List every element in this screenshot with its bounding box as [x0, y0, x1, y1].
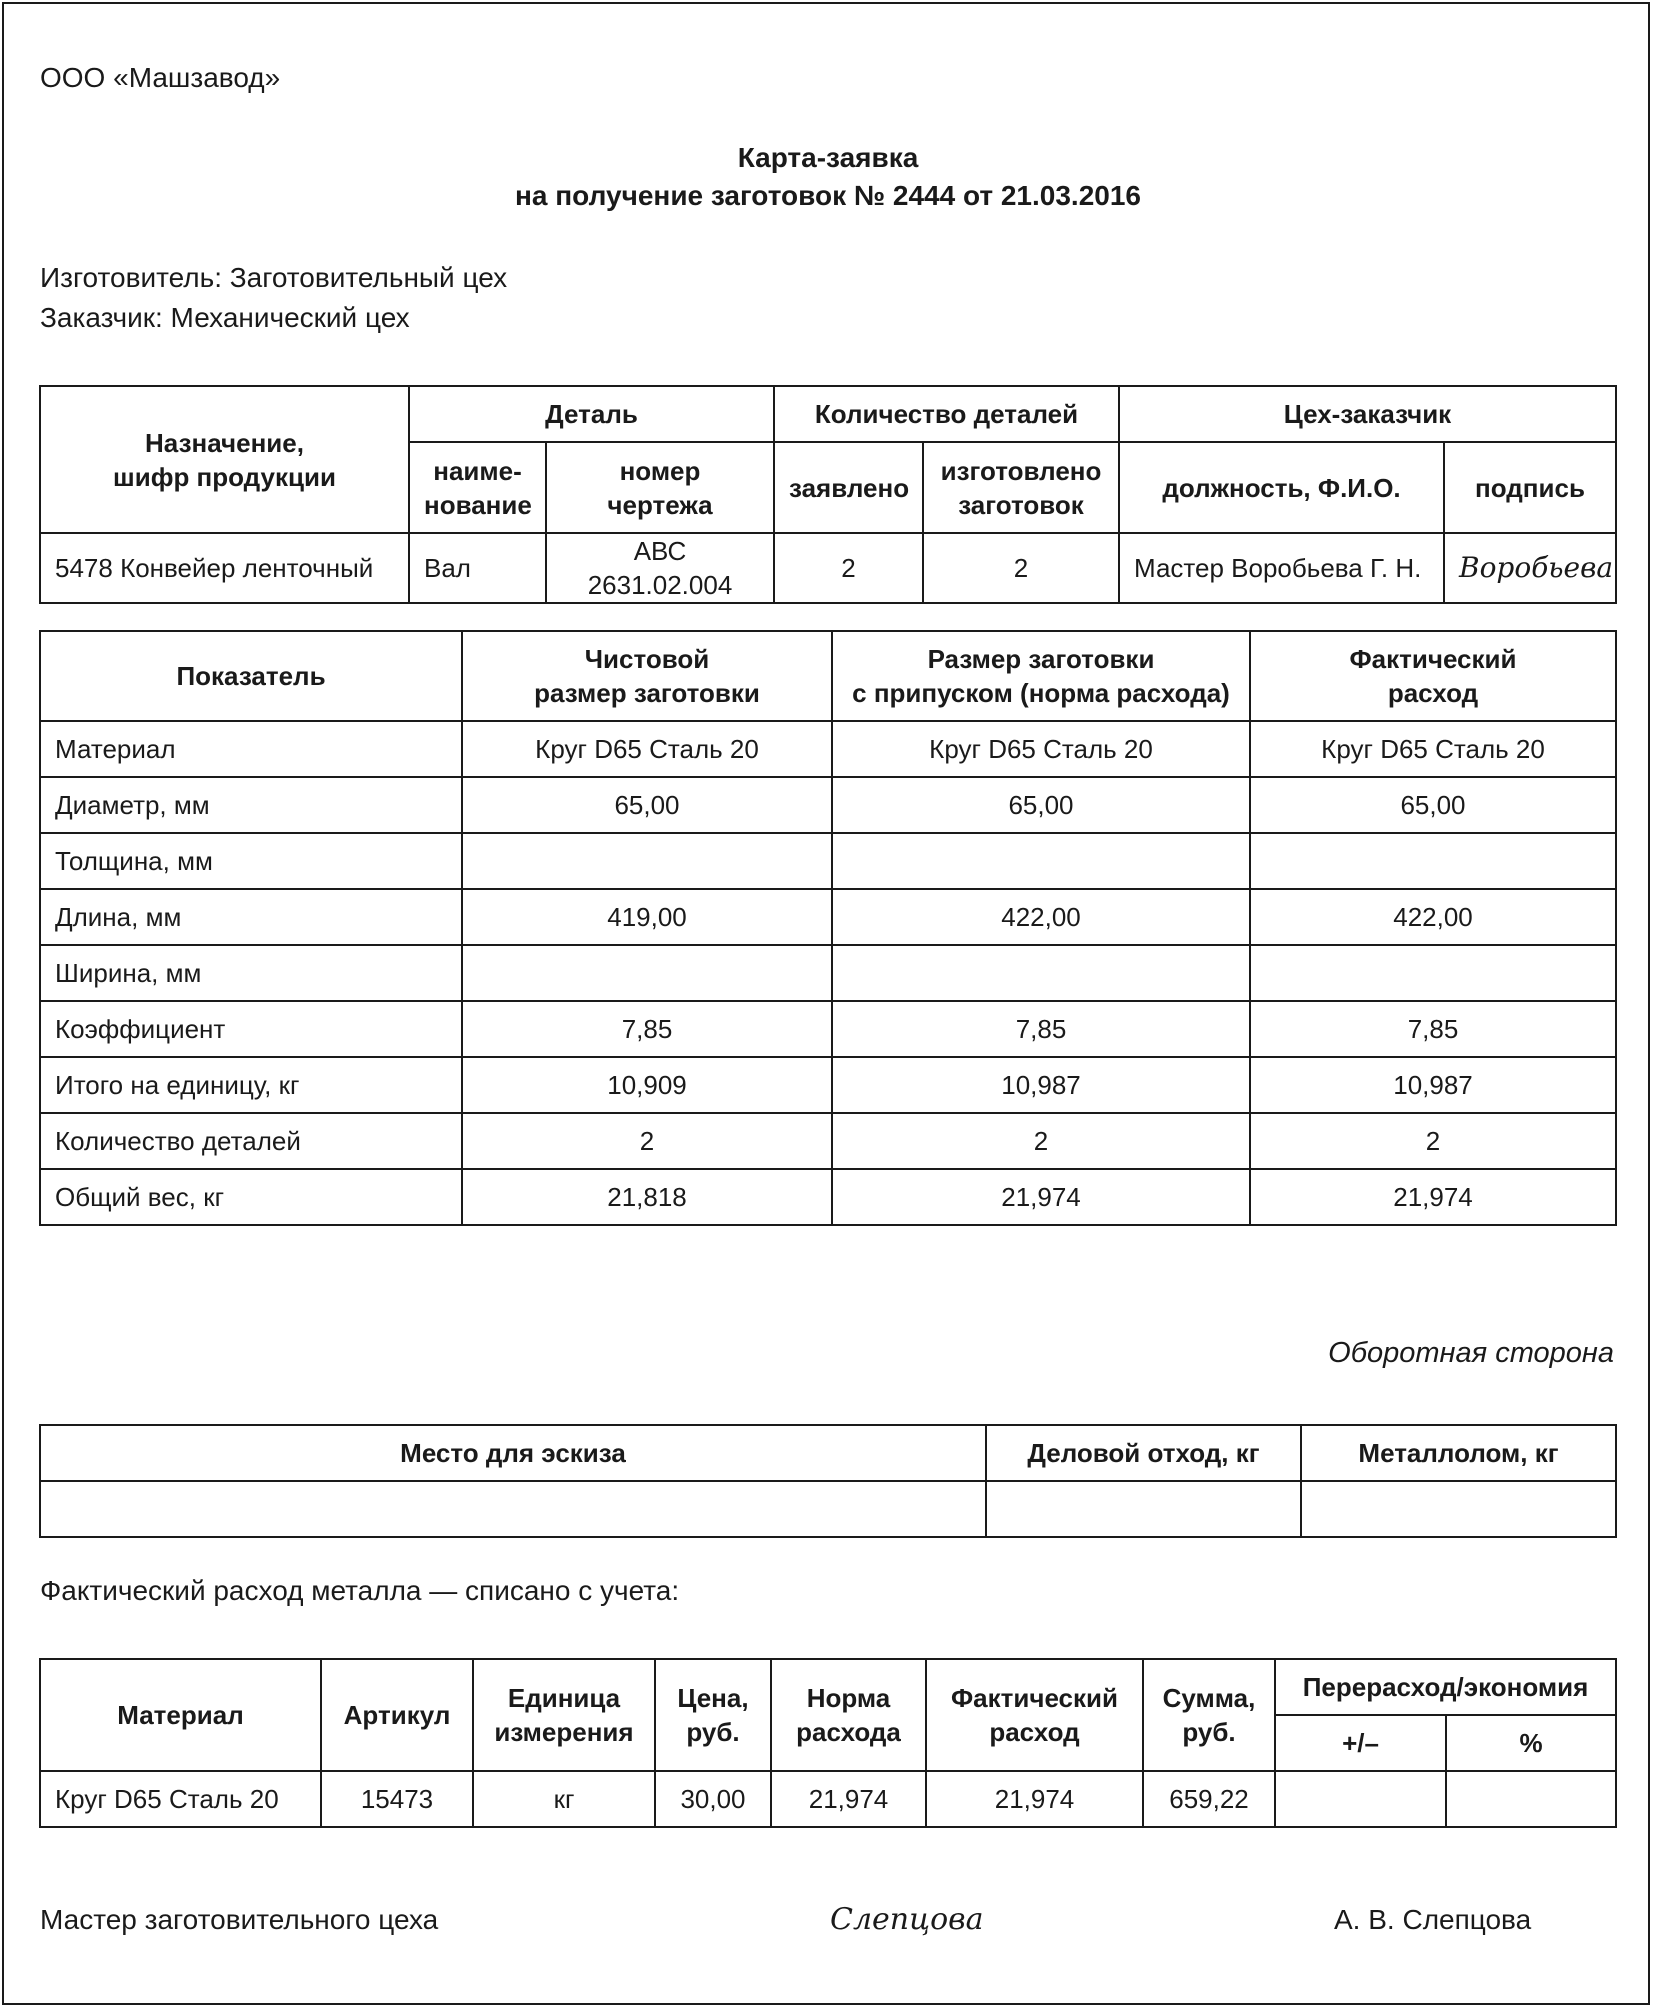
cell-scrap-metal [1301, 1481, 1616, 1537]
header-actual-consumption: Фактический расход [1250, 631, 1616, 721]
header-overspend-economy: Перерасход/экономия [1275, 1659, 1616, 1715]
metal-writeoff-table [39, 1658, 1617, 1828]
cell-actual: 21,974 [926, 1771, 1143, 1827]
indicators-table [39, 630, 1617, 1226]
table-row [40, 833, 1616, 889]
sketch-table [39, 1424, 1617, 1538]
indicator-value: 65,00 [1250, 777, 1616, 833]
footer-signature: Слепцова [830, 1902, 984, 1937]
table-row [40, 1113, 1616, 1169]
cell-declared: 2 [774, 533, 923, 603]
indicator-label: Ширина, мм [40, 945, 462, 1001]
table-row [40, 889, 1616, 945]
header-blank-size: Размер заготовки с припуском (норма расхода) [832, 631, 1250, 721]
cell-sum: 659,22 [1143, 1771, 1275, 1827]
indicator-value [832, 945, 1250, 1001]
indicator-value: 65,00 [462, 777, 832, 833]
document-subtitle: на получение заготовок № 2444 от 21.03.2016 [515, 180, 1141, 211]
header-unit: Единица измерения [473, 1659, 655, 1771]
header-quantity: Количество деталей [774, 386, 1119, 442]
customer-line: Заказчик: Механический цех [40, 302, 410, 333]
header-sum: Сумма, руб. [1143, 1659, 1275, 1771]
cell-percent [1446, 1771, 1616, 1827]
header-article: Артикул [321, 1659, 473, 1771]
table-row [40, 1169, 1616, 1225]
cell-material: Круг D65 Сталь 20 [40, 1771, 321, 1827]
table-row [40, 945, 1616, 1001]
indicator-value [1250, 945, 1616, 1001]
indicators-table-body [40, 721, 1616, 1225]
header-declared: заявлено [774, 442, 923, 533]
indicator-value: 10,909 [462, 1057, 832, 1113]
indicator-value: 2 [462, 1113, 832, 1169]
header-plus-minus: +/– [1275, 1715, 1446, 1771]
indicator-value: 2 [1250, 1113, 1616, 1169]
table-row [40, 1481, 1616, 1537]
header-customer-shop: Цех-заказчик [1119, 386, 1616, 442]
header-drawing-number: номер чертежа [546, 442, 774, 533]
indicator-value: Круг D65 Сталь 20 [1250, 721, 1616, 777]
header-detail-name: наиме- нование [409, 442, 546, 533]
cell-plus-minus [1275, 1771, 1446, 1827]
table-row [40, 1771, 1616, 1827]
header-indicator: Показатель [40, 631, 462, 721]
cell-unit: кг [473, 1771, 655, 1827]
header-position-name: должность, Ф.И.О. [1119, 442, 1444, 533]
indicator-label: Материал [40, 721, 462, 777]
cell-purpose: 5478 Конвейер ленточный [40, 533, 409, 603]
document-title: Карта-заявка [737, 142, 919, 173]
cell-made: 2 [923, 533, 1119, 603]
indicator-value: 422,00 [1250, 889, 1616, 945]
header-signature: подпись [1444, 442, 1616, 533]
indicator-value [462, 945, 832, 1001]
header-made: изготовлено заготовок [923, 442, 1119, 533]
header-sketch-place: Место для эскиза [40, 1425, 986, 1481]
table-row [40, 533, 1616, 603]
writeoff-text: Фактический расход металла — списано с учета: [40, 1575, 680, 1606]
indicator-label: Длина, мм [40, 889, 462, 945]
organization-name: ООО «Машзавод» [40, 62, 281, 93]
indicator-value: 21,818 [462, 1169, 832, 1225]
indicator-label: Коэффициент [40, 1001, 462, 1057]
indicator-label: Общий вес, кг [40, 1169, 462, 1225]
indicator-value: 21,974 [1250, 1169, 1616, 1225]
table-row [40, 1057, 1616, 1113]
manufacturer-line: Изготовитель: Заготовительный цех [40, 262, 508, 293]
indicator-value: 10,987 [1250, 1057, 1616, 1113]
header-purpose: Назначение, шифр продукции [40, 386, 409, 533]
table-row [40, 721, 1616, 777]
reverse-side-label: Оборотная сторона [1328, 1337, 1614, 1369]
cell-article: 15473 [321, 1771, 473, 1827]
indicator-value: 422,00 [832, 889, 1250, 945]
header-finish-size: Чистовой размер заготовки [462, 631, 832, 721]
indicator-value [1250, 833, 1616, 889]
header-scrap-metal: Металлолом, кг [1301, 1425, 1616, 1481]
indicator-value: 7,85 [832, 1001, 1250, 1057]
indicator-value: Круг D65 Сталь 20 [832, 721, 1250, 777]
indicator-label: Толщина, мм [40, 833, 462, 889]
detail-request-table [39, 385, 1617, 604]
table-row [40, 1001, 1616, 1057]
indicator-label: Диаметр, мм [40, 777, 462, 833]
indicator-value: Круг D65 Сталь 20 [462, 721, 832, 777]
cell-drawing-number: АВС 2631.02.004 [546, 533, 774, 603]
indicator-value: 7,85 [462, 1001, 832, 1057]
indicator-label: Итого на единицу, кг [40, 1057, 462, 1113]
footer-name: А. В. Слепцова [1334, 1904, 1532, 1935]
cell-price: 30,00 [655, 1771, 771, 1827]
indicator-label: Количество деталей [40, 1113, 462, 1169]
header-price: Цена, руб. [655, 1659, 771, 1771]
indicator-value: 10,987 [832, 1057, 1250, 1113]
header-material: Материал [40, 1659, 321, 1771]
signature-vorobyeva: Воробьева [1444, 533, 1616, 603]
indicator-value [462, 833, 832, 889]
indicator-value: 65,00 [832, 777, 1250, 833]
cell-sketch [40, 1481, 986, 1537]
indicator-value: 7,85 [1250, 1001, 1616, 1057]
indicator-value: 419,00 [462, 889, 832, 945]
cell-norm: 21,974 [771, 1771, 926, 1827]
cell-detail-name: Вал [409, 533, 546, 603]
indicator-value: 21,974 [832, 1169, 1250, 1225]
header-actual: Фактический расход [926, 1659, 1143, 1771]
header-detail: Деталь [409, 386, 774, 442]
header-business-waste: Деловой отход, кг [986, 1425, 1301, 1481]
cell-business-waste [986, 1481, 1301, 1537]
header-norm: Норма расхода [771, 1659, 926, 1771]
footer-role: Мастер заготовительного цеха [40, 1904, 439, 1935]
indicator-value: 2 [832, 1113, 1250, 1169]
indicator-value [832, 833, 1250, 889]
header-percent: % [1446, 1715, 1616, 1771]
cell-position-name: Мастер Воробьева Г. Н. [1119, 533, 1444, 603]
table-row [40, 777, 1616, 833]
